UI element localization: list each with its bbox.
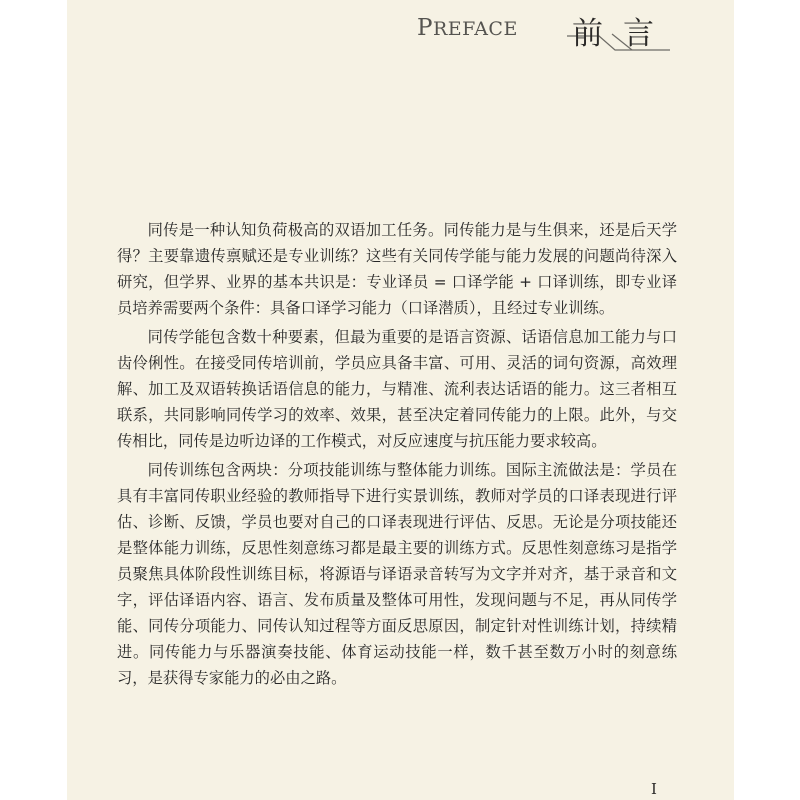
page-number: I: [651, 780, 657, 798]
page-header: [67, 0, 734, 60]
header-title-zh: 前言: [572, 16, 674, 52]
paragraph: 同传学能包含数十种要素，但最为重要的是语言资源、话语信息加工能力与口齿伶俐性。在接受同传培训前，学员应具备丰富、可用、灵活的词句资源，高效理解、加工及双语转换话语信息的能力，与精准、流利表达话语的能力。这三者相互联系，共同影响同传学习的效率、效果，甚至决定着同传能力的上限。此外，与交传相比，同传是边听边译的工作模式，对反应速度与抗压能力要求较高。: [117, 328, 677, 450]
header-title-en-initial: P: [417, 15, 433, 41]
book-page: [67, 0, 734, 800]
paragraph: 同传是一种认知负荷极高的双语加工任务。同传能力是与生俱来，还是后天学得？主要靠遗传禀赋还是专业训练？这些有关同传学能与能力发展的问题尚待深入研究，但学界、业界的基本共识是：专业译员 = 口译学能 + 口译训练，即专业译员培养需要两个条件：具备口译学习能力（口译潜质），且经过专业训练。: [117, 221, 677, 317]
preface-body: [117, 217, 677, 694]
header-title-en-rest: REFACE: [432, 18, 518, 40]
paragraph: 同传训练包含两块：分项技能训练与整体能力训练。国际主流做法是：学员在具有丰富同传职业经验的教师指导下进行实景训练，教师对学员的口译表现进行评估、诊断、反馈，学员也要对自己的口译表现进行评估、反思。无论是分项技能还是整体能力训练，反思性刻意练习都是最主要的训练方式。反思性刻意练习是指学员聚焦具体阶段性训练目标，将源语与译语录音转写为文字并对齐，基于录音和文字，评估译语内容、语言、发布质量及整体可用性，发现问题与不足，再从同传学能、同传分项能力、同传认知过程等方面反思原因，制定针对性训练计划，持续精进。同传能力与乐器演奏技能、体育运动技能一样，数千甚至数万小时的刻意练习，是获得专家能力的必由之路。: [117, 461, 677, 687]
